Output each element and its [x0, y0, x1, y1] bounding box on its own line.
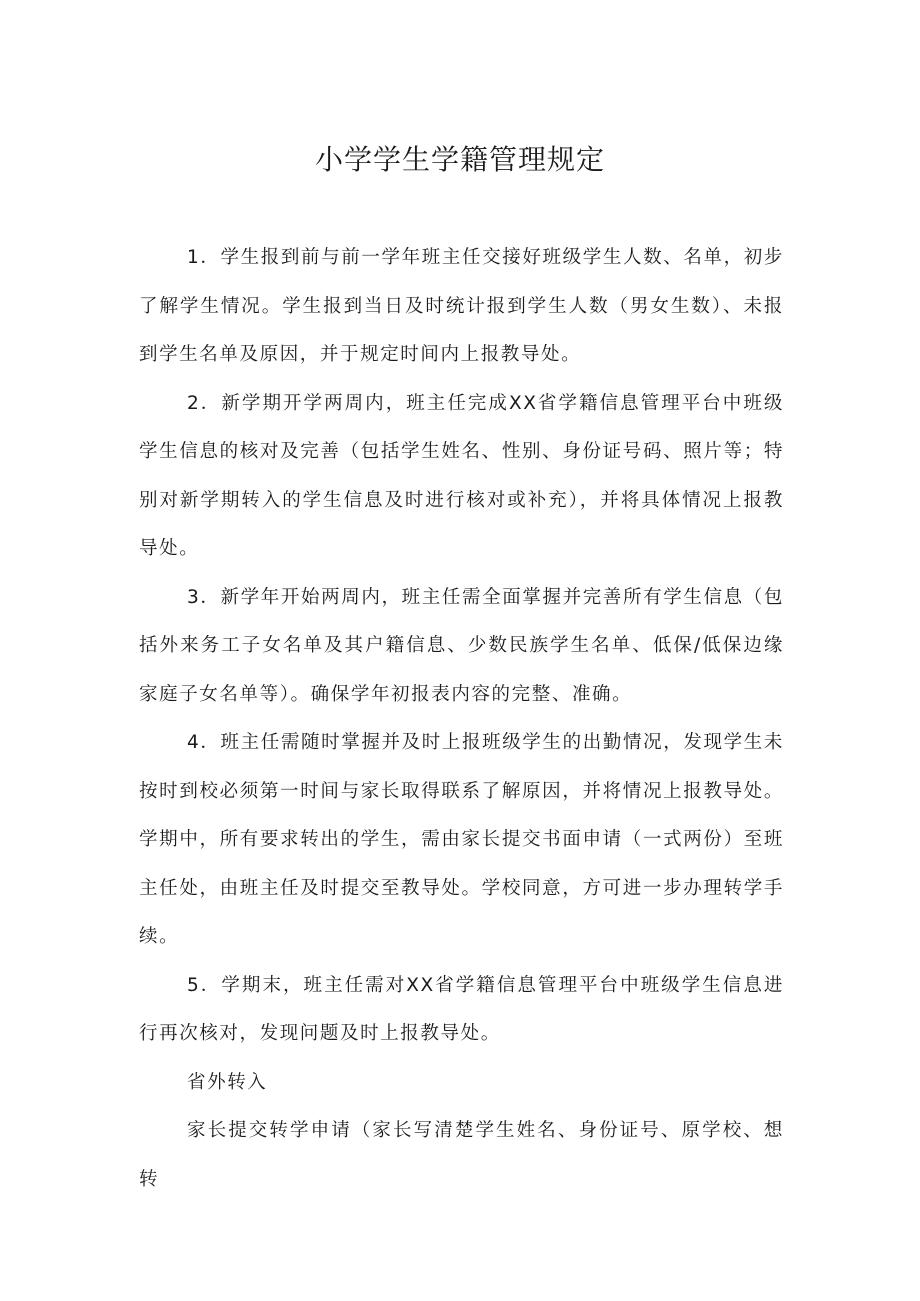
- paragraph-transfer-application: 家长提交转学申请（家长写清楚学生姓名、身份证号、原学校、想转: [139, 1120, 784, 1190]
- paragraph-4: 4．班主任需随时掌握并及时上报班级学生的出勤情况，发现学生未按时到校必须第一时间与家长取得联系了解原因，并将情况上报教导处。学期中，所有要求转出的学生，需由家长提交书面申请（一式两份）至班主任处，由班主任及时提交至教导处。学校同意，方可进一步办理转学手续。: [139, 732, 784, 947]
- document-body: [139, 234, 784, 1204]
- section-heading-out-of-province-transfer: 省外转入: [187, 1071, 268, 1093]
- paragraph-3: 3．新学年开始两周内，班主任需全面掌握并完善所有学生信息（包括外来务工子女名单及其户籍信息、少数民族学生名单、低保/低保边缘家庭子女名单等）。确保学年初报表内容的完整、准确。: [139, 586, 784, 705]
- paragraph-2: 2．新学期开学两周内，班主任完成XX省学籍信息管理平台中班级学生信息的核对及完善（包括学生姓名、性别、身份证号码、照片等；特别对新学期转入的学生信息及时进行核对或补充），并将具体情况上报教导处。: [139, 392, 784, 559]
- paragraph-1: 1．学生报到前与前一学年班主任交接好班级学生人数、名单，初步了解学生情况。学生报到当日及时统计报到学生人数（男女生数）、未报到学生名单及原因，并于规定时间内上报教导处。: [139, 247, 784, 365]
- paragraph-5: 5．学期末，班主任需对XX省学籍信息管理平台中班级学生信息进行再次核对，发现问题及时上报教导处。: [139, 974, 784, 1044]
- document-title: 小学学生学籍管理规定: [314, 143, 605, 176]
